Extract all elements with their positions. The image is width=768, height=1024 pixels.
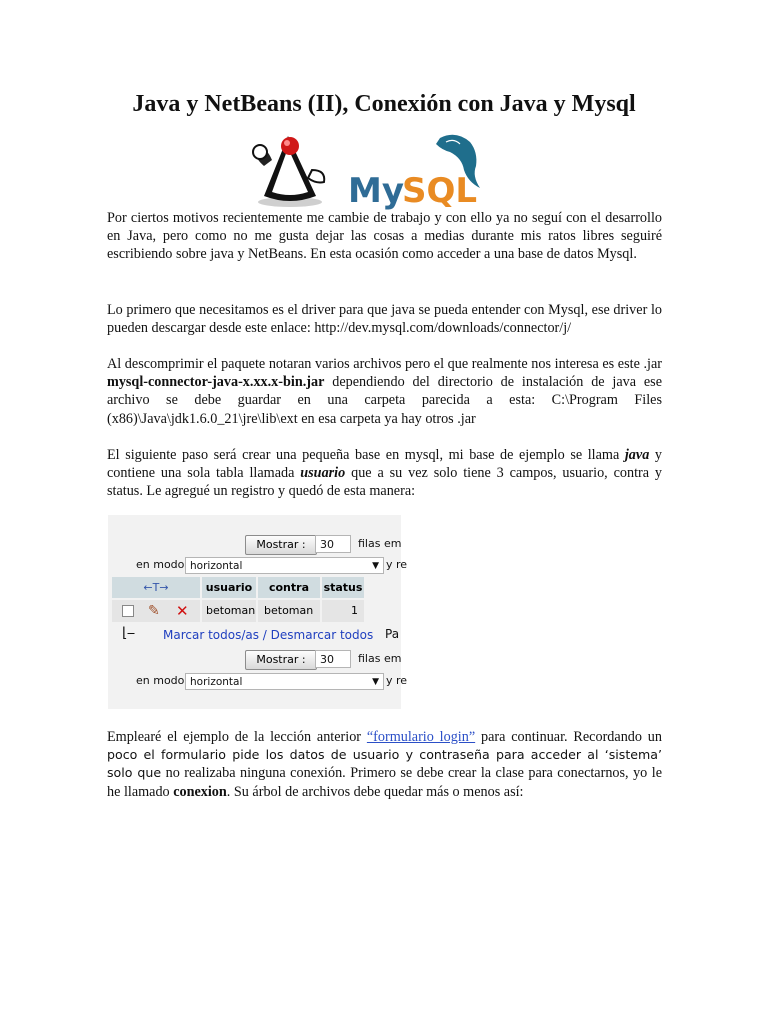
mode-value-top: horizontal: [190, 560, 243, 572]
java-duke-logo: [253, 136, 324, 207]
db-name: java: [624, 447, 650, 463]
p4-text-a: El siguiente paso será crear una pequeña base en mysql, mi base de ejemplo se llama: [107, 447, 625, 463]
class-name: conexion: [173, 783, 227, 800]
mode-label-top: en modo: [136, 558, 185, 571]
p5-text-a: Emplearé el ejemplo de la lección anterior: [107, 729, 367, 745]
rows-input-bottom[interactable]: 30: [315, 650, 351, 668]
delete-icon[interactable]: ✕: [176, 602, 189, 620]
p4-text-e: que a su vez solo tiene 3 campos, usuario, contra y status. Le agregué un registro y quedó de esta manera:: [107, 465, 663, 500]
cell-contra: betoman: [258, 600, 320, 622]
page-title: Java y NetBeans (II), Conexión con Java y Mysql: [132, 91, 636, 117]
mode-select-bottom[interactable]: [185, 673, 384, 690]
column-status[interactable]: status: [322, 577, 364, 598]
column-arrows[interactable]: ←T→: [112, 577, 200, 598]
column-contra[interactable]: contra: [258, 577, 320, 598]
rows-input-top[interactable]: 30: [315, 535, 351, 553]
cell-status: 1: [322, 600, 364, 622]
row-actions: [112, 600, 200, 622]
mysql-wordmark: My: [348, 171, 404, 211]
paragraph-intro: Por ciertos motivos recientemente me cambie de trabajo y con ello ya no seguí con el desarrollo en Java, pero como no me gusta dejar las cosas a medias durante mis ratos libres seguiré escribiendo sobre java y NetBeans. En esta ocasión como acceder a una base de datos Mysql.: [107, 210, 662, 263]
mysql-logo: [348, 135, 480, 211]
p3-text-a: Al descomprimir el paquete notaran varios archivos pero el que realmente nos interesa es este .jar: [107, 356, 662, 372]
column-usuario[interactable]: usuario: [202, 577, 256, 598]
mode-label-bottom: en modo: [136, 674, 185, 687]
p5-text-f: . Su árbol de archivos debe quedar más o menos así:: [226, 783, 524, 800]
mode-suffix-top: y re: [386, 558, 408, 571]
cell-usuario: betoman: [202, 600, 256, 622]
show-button-top[interactable]: Mostrar :: [245, 535, 317, 555]
edit-pencil-icon[interactable]: ✎: [148, 603, 160, 619]
p5-text-b: para continuar. Recordando un: [475, 729, 662, 745]
paragraph-jar: [107, 355, 662, 428]
rows-label-bottom: filas em: [358, 652, 402, 665]
rows-label-top: filas em: [358, 537, 402, 550]
phpmyadmin-screenshot: [108, 515, 408, 709]
p4-text-c: y contiene una sola tabla llamada: [107, 447, 662, 482]
mark-suffix: Pa: [385, 627, 400, 641]
paragraph-database: [107, 446, 662, 501]
chevron-down-icon: ▼: [372, 561, 379, 571]
jar-filename: mysql-connector-java-x.xx.x-bin.jar: [107, 374, 325, 391]
p5-text-d: no realizaba ninguna conexión. Primero se debe crear la clase para conectarnos, yo le he llamado: [107, 765, 662, 800]
corner-arrow-icon: ⌊⎯: [122, 625, 135, 641]
formulario-login-link[interactable]: “formulario login”: [366, 729, 476, 745]
mark-all-link[interactable]: Marcar todos/as / Desmarcar todos: [163, 628, 374, 642]
logos: [250, 126, 490, 210]
row-checkbox[interactable]: [122, 605, 134, 617]
mode-suffix-bottom: y re: [386, 674, 408, 687]
p3-text-c: dependiendo del directorio de instalación de java ese archivo se debe guardar en una carpeta parecida a esta: C:\Program Files (x86)\Java\jdk1.6.0_21\jre\lib\ext en esa carpeta ya hay otros .jar: [107, 374, 662, 427]
mysql-wordmark-sql: SQL: [402, 171, 478, 211]
paragraph-example: [107, 728, 662, 801]
show-button-bottom[interactable]: Mostrar :: [245, 650, 317, 670]
paragraph-driver: Lo primero que necesitamos es el driver para que java se pueda entender con Mysql, ese driver lo pueden descargar desde este enlace: http://dev.mysql.com/downloads/connector/j/: [107, 302, 662, 337]
mode-select-top[interactable]: [185, 557, 384, 574]
table-name: usuario: [300, 465, 346, 482]
p5-text-c: poco el formulario pide los datos de usuario y contraseña para acceder al ‘sistema’ solo que: [107, 747, 662, 781]
mode-value-bottom: horizontal: [190, 676, 243, 688]
chevron-down-icon: ▼: [372, 677, 379, 687]
